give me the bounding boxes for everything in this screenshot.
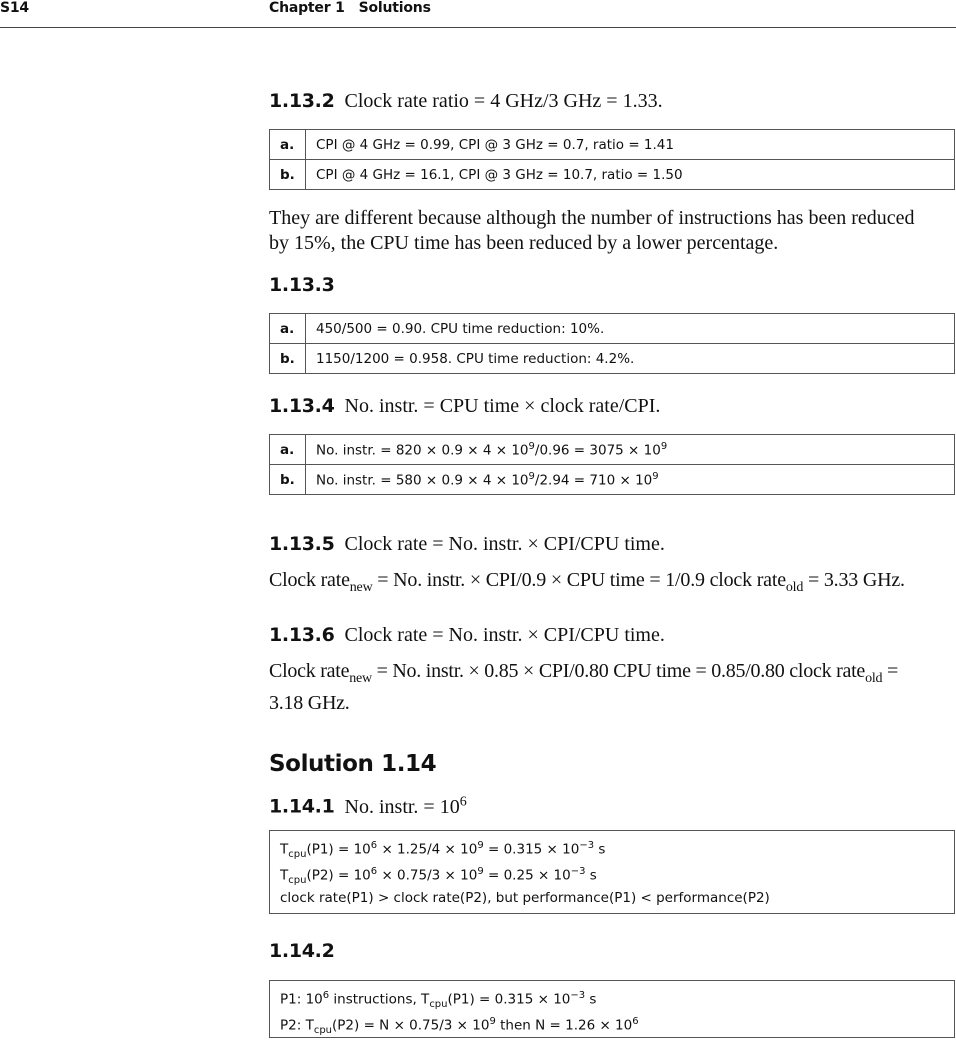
header-rule xyxy=(0,27,956,28)
chapter-label: Chapter 1 xyxy=(269,0,345,16)
table-row: b. 1150/1200 = 0.958. CPU time reduction: 4.2%. xyxy=(270,344,955,374)
table-row: a. CPI @ 4 GHz = 0.99, CPI @ 3 GHz = 0.7, ratio = 1.41 xyxy=(270,130,955,160)
heading-1-13-2: 1.13.2 Clock rate ratio = 4 GHz/3 GHz = 1.33. xyxy=(269,90,663,112)
heading-1-14-1: 1.14.1 No. instr. = $10^6$ xyxy=(269,794,467,818)
table-row: b. No. instr. = $580 \times 0.9 \times 4 \times 10^9/2.94 = 710 \times 10^9$ xyxy=(270,465,955,495)
heading-1-13-4: 1.13.4 No. instr. = CPU time × clock rate/CPI. xyxy=(269,395,661,417)
box-line: P2: $T_{cpu}(P2) = N \times 0.75/3 \times 10^9$ then $N = 1.26 \times 10^6$ xyxy=(280,1016,639,1037)
heading-1-14-2: 1.14.2 xyxy=(269,940,335,962)
equation-1-13-5: Clock rate$_{new}$ = No. instr. × CPI/0.9 × CPU time = 1/0.9 clock rate$_{old}$ = 3.33 GHz. xyxy=(269,569,905,595)
table-row: a. No. instr. = $820 \times 0.9 \times 4 \times 10^9/0.96 = 3075 \times 10^9$ xyxy=(270,435,955,465)
heading-1-13-3: 1.13.3 xyxy=(269,274,335,296)
heading-1-13-5: 1.13.5 Clock rate = No. instr. × CPI/CPU time. xyxy=(269,533,665,555)
box-line: P1: $10^6$ instructions, $T_{cpu}(P1) = 0.315 \times 10^{-3}$ s xyxy=(280,990,597,1011)
heading-1-13-6: 1.13.6 Clock rate = No. instr. × CPI/CPU time. xyxy=(269,624,665,646)
solution-title: Solution 1.14 xyxy=(269,751,437,777)
box-1-14-2 xyxy=(269,980,955,1038)
running-head xyxy=(269,0,431,16)
paragraph-difference: They are different because although the number of instructions has been reduced by 15%, the CPU time has been reduced by a lower percentage. xyxy=(269,207,915,254)
table-1-13-2 xyxy=(269,129,955,190)
table-1-13-4 xyxy=(269,434,955,495)
section-label: Solutions xyxy=(358,0,431,16)
box-line: $T_{cpu}(P2) = 10^6 \times 0.75/3 \times 10^9 = 0.25 \times 10^{-3}$ s xyxy=(280,866,597,887)
box-line: clock rate(P1) > clock rate(P2), but performance(P1) < performance(P2) xyxy=(280,890,770,906)
table-row: a. 450/500 = 0.90. CPU time reduction: 10%. xyxy=(270,314,955,344)
page-number: S14 xyxy=(0,0,29,16)
table-row: b. CPI @ 4 GHz = 16.1, CPI @ 3 GHz = 10.7, ratio = 1.50 xyxy=(270,160,955,190)
equation-1-13-6: Clock rate$_{new}$ = No. instr. × 0.85 × CPI/0.80 CPU time = 0.85/0.80 clock rate$_{old}$ = 3.18 GHz. xyxy=(269,660,898,714)
table-1-13-3 xyxy=(269,313,955,374)
box-line: $T_{cpu}(P1) = 10^6 \times 1.25/4 \times 10^9 = 0.315 \times 10^{-3}$ s xyxy=(280,840,606,861)
box-1-14-1 xyxy=(269,830,955,914)
